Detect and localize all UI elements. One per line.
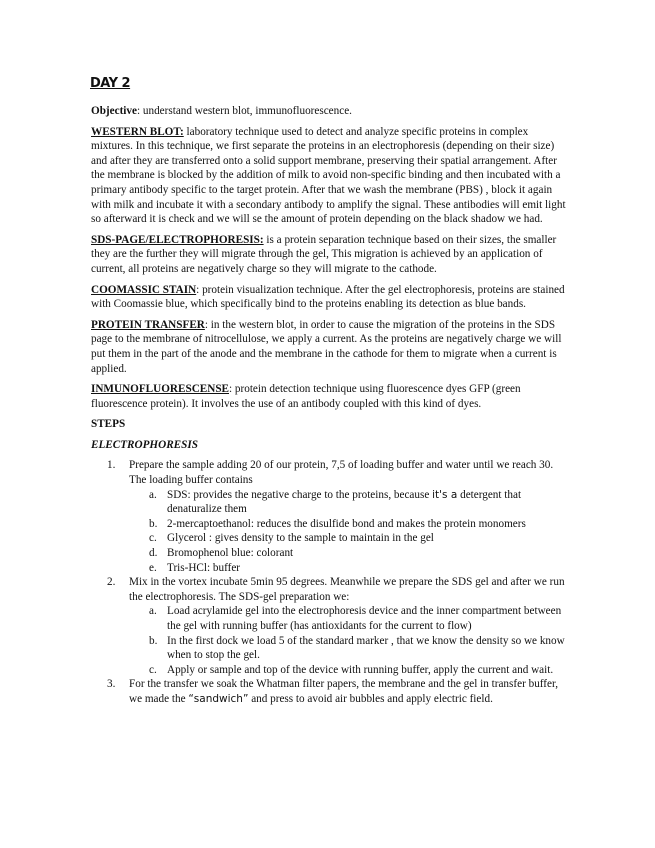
substep-item (129, 546, 571, 561)
sds-page-text: is a protein separation technique based on their sizes, the smaller they are the further they will migrate through the gel, This migration is achieved by an application of current, all proteins are negatively charge so they will migrate to the cathode. (91, 233, 557, 275)
objective-paragraph (91, 104, 571, 119)
substep-item (129, 531, 571, 546)
substep-text: SDS: provides the negative charge to the proteins, because (167, 488, 433, 501)
step-text: Mix in the vortex incubate 5min 95 degrees. Meanwhile we prepare the SDS gel and after we run the electrophoresis. The SDS-gel preparation we: (129, 576, 565, 603)
sds-page-paragraph (91, 233, 571, 277)
substep-letter: a. (149, 605, 157, 618)
step-item (91, 575, 571, 677)
electrophoresis-heading: ELECTROPHORESIS (91, 438, 198, 451)
coomassie-text: : protein visualization technique. After the gel electrophoresis, proteins are stained with Coomassie blue, which specifically bind to the proteins enabling its detection as blue bands. (91, 283, 565, 311)
substep-text: Tris-HCl: buffer (167, 561, 241, 574)
substep-text-post: detergent that denaturalize them (167, 488, 522, 516)
immunofluorescence-label: INMUNOFLUORESCENSE (91, 383, 229, 396)
step-number: 1. (107, 459, 116, 472)
substep-text: Bromophenol blue: colorant (167, 547, 294, 560)
step-text: Prepare the sample adding 20 of our protein, 7,5 of loading buffer and water until we reach 30. The loading buffer contains (129, 459, 554, 487)
substep-letter: d. (149, 547, 158, 560)
objective-label: Objective (91, 105, 137, 117)
step-item (91, 677, 571, 706)
western-blot-label: WESTERN BLOT: (91, 125, 184, 138)
objective-text: : understand western blot, immunofluorescence. (136, 105, 352, 117)
immunofluorescence-text: : protein detection technique using fluorescence dyes GFP (green fluorescence protein). It involves the use of an antibody coupled with this kind of dyes. (91, 383, 521, 410)
page-title: DAY 2 (90, 76, 131, 91)
step-number: 3. (107, 678, 116, 691)
substep-text: Glycerol : gives density to the sample to maintain in the gel (167, 532, 434, 545)
substep-text: Load acrylamide gel into the electrophoresis device and the inner compartment between the gel with running buffer (has antioxidants for the current to flow) (167, 605, 562, 632)
substep-letter: c. (149, 663, 157, 676)
protein-transfer-label: PROTEIN TRANSFER (91, 318, 205, 331)
document-body (91, 104, 571, 707)
substep-letter: a. (149, 488, 157, 501)
substep-text: 2-mercaptoethanol: reduces the disulfide bond and makes the protein monomers (167, 517, 526, 530)
substeps-list (129, 488, 571, 576)
coomassie-label: COOMASSIC STAIN (91, 283, 197, 296)
substep-text-sans: it's a (432, 488, 458, 501)
substep-item (129, 634, 571, 663)
step-text-post: and press to avoid air bubbles and apply electric field. (248, 692, 493, 705)
protein-transfer-paragraph (91, 318, 571, 376)
western-blot-paragraph (91, 125, 571, 227)
substep-letter: b. (149, 634, 158, 647)
substep-item (129, 604, 571, 633)
step-number: 2. (107, 576, 116, 589)
step-item (91, 458, 571, 575)
substep-item (129, 517, 571, 532)
step-text-sans: “sandwich” (188, 692, 249, 705)
steps-heading: STEPS (91, 418, 126, 431)
substeps-list (129, 604, 571, 677)
substep-letter: e. (149, 561, 157, 574)
steps-list (91, 458, 571, 706)
coomassie-paragraph (91, 283, 571, 312)
substep-item (129, 663, 571, 678)
substep-letter: c. (149, 532, 157, 545)
step-text: For the transfer we soak the Whatman filter papers, the membrane and the gel in transfer buffer, we made the (129, 678, 559, 705)
substep-item (129, 488, 571, 517)
sds-page-label: SDS-PAGE/ELECTROPHORESIS: (91, 233, 264, 246)
protein-transfer-text: : in the western blot, in order to cause the migration of the proteins in the SDS page to the membrane of nitrocellulose, we apply a current. As the proteins are negatively charge we will put them in the part of the anode and the membrane in the cathode for them to migrate when a current is applied. (91, 318, 562, 375)
western-blot-text: laboratory technique used to detect and analyze specific proteins in complex mixtures. In this technique, we first separate the proteins in an electrophoresis (depending on their size) and after they are transferred onto a solid support membrane, preserving their spatial arrangement. After the membrane is blocked by the addition of milk to avoid non-specific binding and then incubated with a primary antibody specific to the target protein. After that we wash the membrane (PBS) , block it again with milk and incubate it with a secondary antibody to amplify the signal. These antibodies will emit light so afterward it is check and we will se the amount of protein depending on the black shadow we had. (91, 125, 566, 226)
substep-text: In the first dock we load 5 of the standard marker , that we know the density so we know when to stop the gel. (167, 634, 565, 662)
substep-item (129, 561, 571, 576)
substep-letter: b. (149, 517, 158, 530)
substep-text: Apply or sample and top of the device with running buffer, apply the current and wait. (167, 663, 554, 676)
immunofluorescence-paragraph (91, 382, 571, 411)
